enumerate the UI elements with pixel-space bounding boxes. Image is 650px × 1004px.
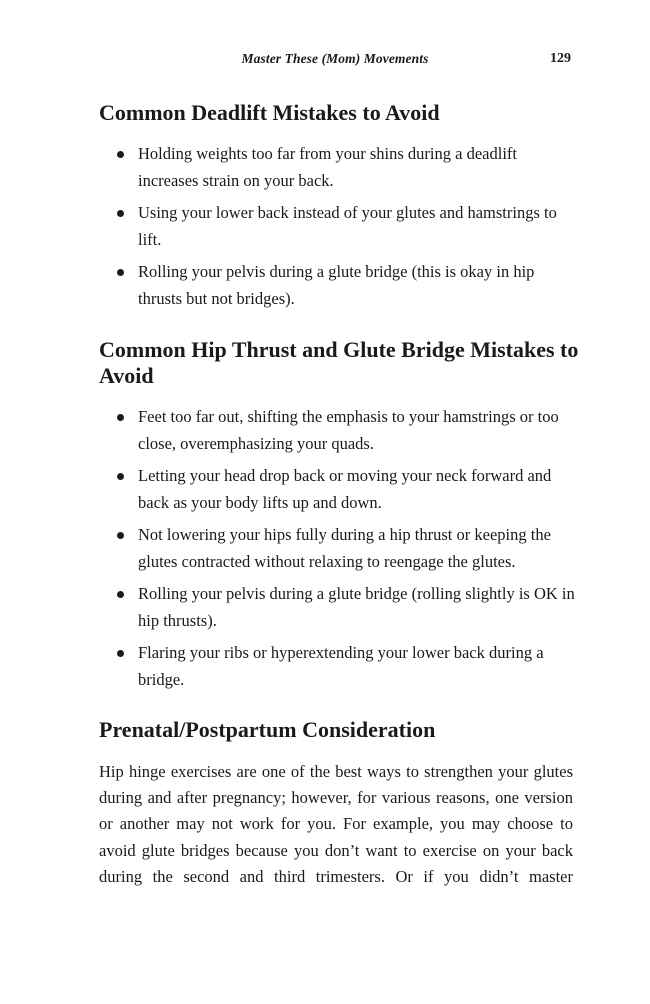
section-heading-deadlift-mistakes: Common Deadlift Mistakes to Avoid (99, 100, 440, 125)
deadlift-mistakes-list (99, 141, 579, 312)
list-item (99, 581, 579, 634)
list-item (99, 200, 579, 253)
bullet-icon (117, 414, 124, 421)
list-item-text: Holding weights too far from your shins during a deadlift increases strain on your back. (138, 144, 517, 190)
list-item (99, 141, 579, 194)
list-item-text: Letting your head drop back or moving your neck forward and back as your body lifts up and down. (138, 466, 552, 512)
list-item-text: Flaring your ribs or hyperextending your lower back during a bridge. (138, 643, 544, 689)
list-item (99, 463, 579, 516)
list-item (99, 640, 579, 693)
list-item (99, 259, 579, 312)
page-number: 129 (550, 51, 571, 66)
hip-thrust-mistakes-list (99, 404, 579, 693)
bullet-icon (117, 210, 124, 217)
list-item-text: Using your lower back instead of your glutes and hamstrings to lift. (138, 203, 557, 249)
bullet-icon (117, 151, 124, 158)
bullet-icon (117, 473, 124, 480)
list-item-text: Rolling your pelvis during a glute bridge (this is okay in hip thrusts but not bridges). (138, 262, 535, 308)
bullet-icon (117, 269, 124, 276)
list-item (99, 522, 579, 575)
running-title: Master These (Mom) Movements (241, 51, 429, 66)
running-head (0, 51, 650, 69)
list-item (99, 404, 579, 457)
list-item-text: Rolling your pelvis during a glute bridge (rolling slightly is OK in hip thrusts). (138, 584, 575, 630)
list-item-text: Not lowering your hips fully during a hip thrust or keeping the glutes contracted without relaxing to reengage the glutes. (138, 525, 551, 571)
section-heading-hip-thrust-mistakes: Common Hip Thrust and Glute Bridge Mistakes to Avoid (99, 337, 579, 388)
bullet-icon (117, 650, 124, 657)
bullet-icon (117, 532, 124, 539)
list-item-text: Feet too far out, shifting the emphasis to your hamstrings or too close, overemphasizing your quads. (138, 407, 559, 453)
body-paragraph: Hip hinge exercises are one of the best ways to strengthen your glutes during and after pregnancy; however, for various reasons, one version or another may not work for you. For example, you may choose to avoid glute bridges because you don’t want to exercise on your back during the second and third trimesters. Or if you didn’t master (99, 762, 573, 886)
bullet-icon (117, 591, 124, 598)
section-heading-prenatal-postpartum: Prenatal/Postpartum Consideration (99, 717, 436, 742)
